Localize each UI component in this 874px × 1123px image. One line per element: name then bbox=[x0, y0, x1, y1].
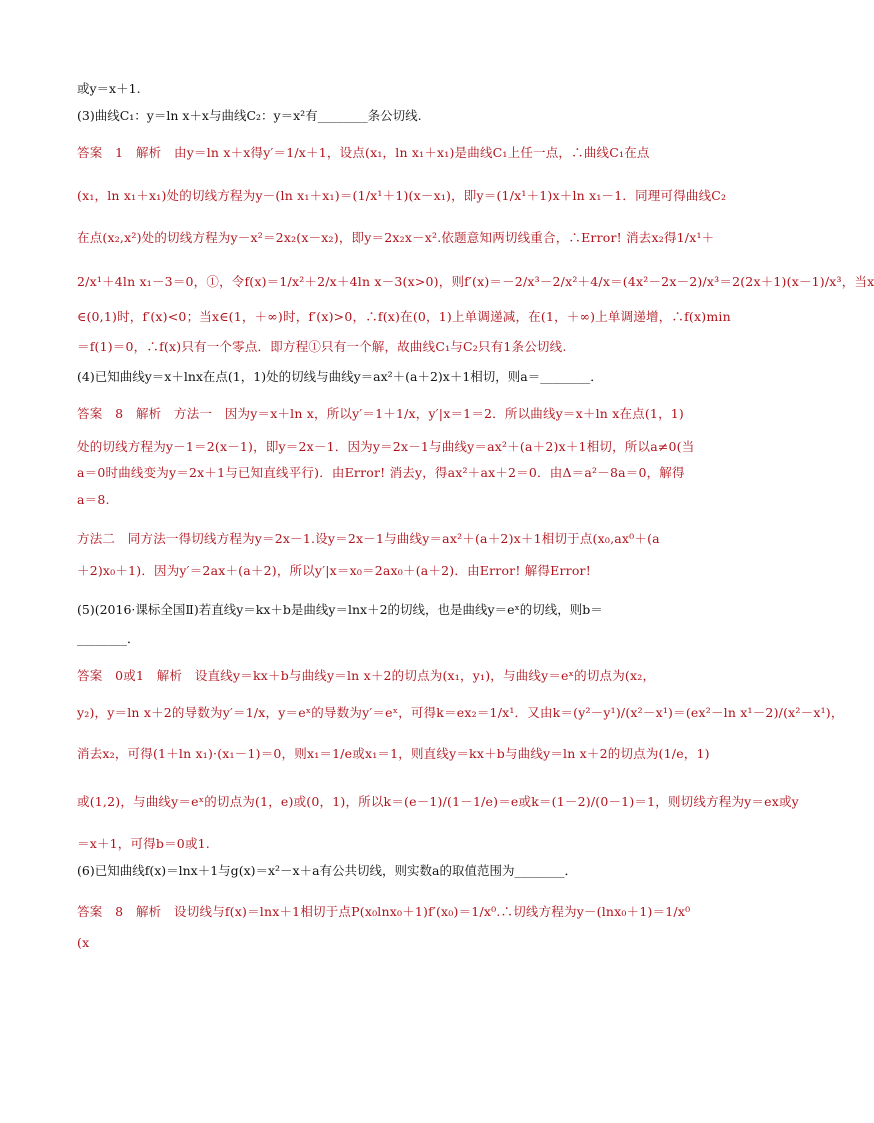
answer-5-line-3: 消去x₂，可得(1＋ln x₁)·(x₁－1)＝0，则x₁＝1/e或x₁＝1，则直线y＝kx＋b与曲线y＝ln x＋2的切点为(1/e，1) bbox=[77, 746, 710, 761]
answer-3-line-1: 答案 1 解析 由y＝ln x＋x得y′＝1/x＋1，设点(x₁，ln x₁＋x₁)是曲线C₁上任一点，∴曲线C₁在点 bbox=[77, 145, 650, 160]
answer-3-line-3: 在点(x₂,x²)处的切线方程为y－x²＝2x₂(x－x₂)，即y＝2x₂x－x².依题意知两切线重合，∴Error! 消去x₂得1/x¹＋ bbox=[77, 230, 715, 245]
question-3: (3)曲线C₁：y＝ln x＋x与曲线C₂：y＝x²有________条公切线. bbox=[77, 108, 422, 123]
answer-5-line-1: 答案 0或1 解析 设直线y＝kx＋b与曲线y＝ln x＋2的切点为(x₁，y₁)，与曲线y＝eˣ的切点为(x₂， bbox=[77, 668, 656, 683]
question-5-line-2: ________． bbox=[77, 631, 140, 646]
answer-5-line-5: ＝x＋1，可得b＝0或1. bbox=[77, 836, 210, 851]
answer-4-line-1: 答案 8 解析 方法一 因为y＝x＋ln x，所以y′＝1＋1/x，y′|x＝1＝2．所以曲线y＝x＋ln x在点(1，1) bbox=[77, 406, 685, 421]
question-6: (6)已知曲线f(x)＝lnx＋1与g(x)＝x²－x＋a有公共切线，则实数a的取值范围为________． bbox=[77, 863, 578, 878]
answer-4-method2-line-2: ＋2)x₀＋1)．因为y′＝2ax＋(a＋2)，所以y′|x＝x₀＝2ax₀＋(a＋2)．由Error! 解得Error! bbox=[77, 563, 591, 578]
answer-3-line-2: (x₁，ln x₁＋x₁)处的切线方程为y－(ln x₁＋x₁)＝(1/x¹＋1)(x－x₁)，即y＝(1/x¹＋1)x＋ln x₁－1．同理可得曲线C₂ bbox=[77, 188, 727, 203]
answer-4-line-2: 处的切线方程为y－1＝2(x－1)，即y＝2x－1．因为y＝2x－1与曲线y＝ax²＋(a＋2)x＋1相切，所以a≠0(当 bbox=[77, 439, 695, 454]
answer-5-line-2: y₂)，y＝ln x＋2的导数为y′＝1/x，y＝eˣ的导数为y′＝eˣ，可得k＝ex₂＝1/x¹．又由k＝(y²－y¹)/(x²－x¹)＝(ex²－ln x¹－2)/(x²－x¹)， bbox=[77, 705, 844, 720]
answer-3-line-5: ∈(0,1)时，f′(x)<0；当x∈(1，＋∞)时，f′(x)>0，∴f(x)在(0，1)上单调递减，在(1，＋∞)上单调递增，∴f(x)min bbox=[77, 309, 731, 324]
question-4: (4)已知曲线y＝x＋lnx在点(1，1)处的切线与曲线y＝ax²＋(a＋2)x＋1相切，则a＝________． bbox=[77, 369, 603, 384]
answer-3-line-4: 2/x¹＋4ln x₁－3＝0，①，令f(x)＝1/x²＋2/x＋4ln x－3(x>0)，则f′(x)＝－2/x³－2/x²＋4/x＝(4x²－2x－2)/x³＝2(2x＋1)(x－1)/x³，当x bbox=[77, 274, 874, 289]
answer-6-line-2: (x bbox=[77, 935, 90, 950]
question-5-line-1: (5)(2016·课标全国Ⅱ)若直线y＝kx＋b是曲线y＝lnx＋2的切线，也是曲线y＝eˣ的切线，则b＝ bbox=[77, 602, 603, 617]
text-line-1: 或y＝x＋1. bbox=[77, 81, 141, 96]
answer-4-line-3: a＝0时曲线变为y＝2x＋1与已知直线平行)．由Error! 消去y，得ax²＋ax＋2＝0．由Δ＝a²－8a＝0，解得 bbox=[77, 465, 685, 480]
answer-5-line-4: 或(1,2)，与曲线y＝eˣ的切点为(1，e)或(0，1)，所以k＝(e－1)/(1－1/e)＝e或k＝(1－2)/(0－1)＝1，则切线方程为y＝ex或y bbox=[77, 794, 799, 809]
answer-4-line-4: a＝8. bbox=[77, 492, 110, 507]
answer-6-line-1: 答案 8 解析 设切线与f(x)＝lnx＋1相切于点P(x₀lnx₀＋1)f′(x₀)＝1/x⁰.∴切线方程为y－(lnx₀＋1)＝1/x⁰ bbox=[77, 904, 691, 919]
answer-4-method2-line-1: 方法二 同方法一得切线方程为y＝2x－1.设y＝2x－1与曲线y＝ax²＋(a＋2)x＋1相切于点(x₀,ax⁰＋(a bbox=[77, 531, 660, 546]
answer-3-line-6: ＝f(1)＝0，∴f(x)只有一个零点．即方程①只有一个解，故曲线C₁与C₂只有1条公切线. bbox=[77, 339, 567, 354]
